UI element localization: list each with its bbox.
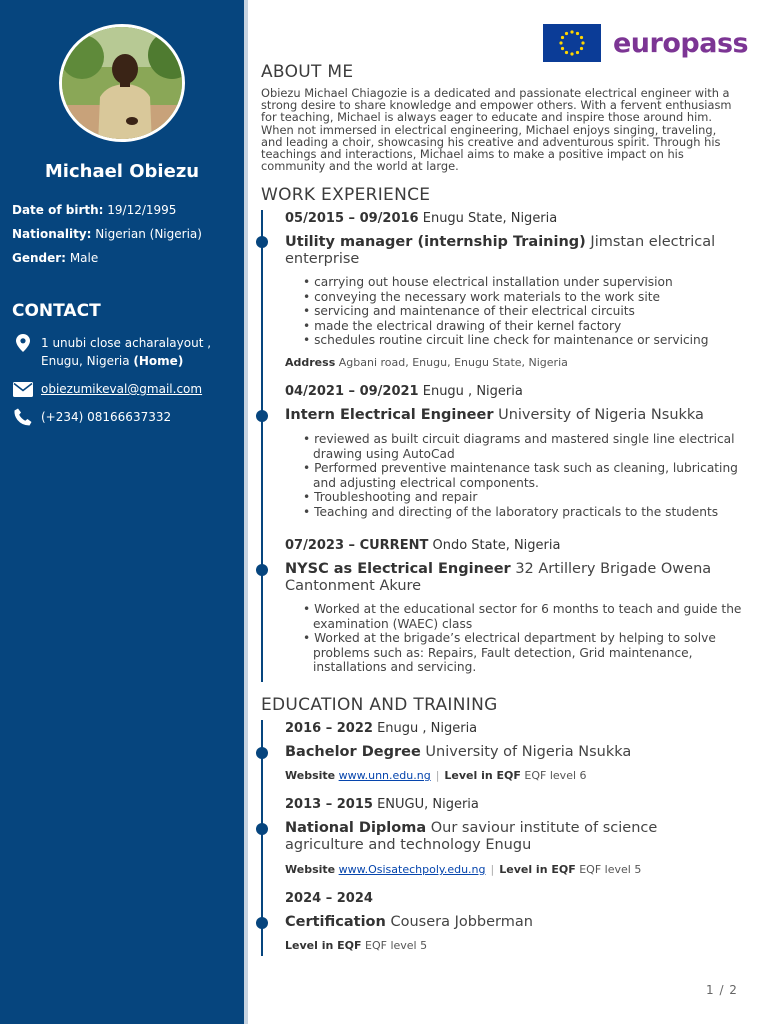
about-title: ABOUT ME [261,62,354,82]
contact-email [12,380,202,398]
website-link[interactable]: www.Osisatechpoly.edu.ng [338,863,486,876]
eu-flag-icon [543,24,601,62]
phone-icon [12,408,34,426]
email-link[interactable]: obiezumikeval@gmail.com [41,382,203,396]
location-pin-icon [12,334,34,352]
list-item: • reviewed as built circuit diagrams and mastered single line electrical drawing using AutoCad [303,432,743,461]
list-item: • schedules routine circuit line check for maintenance or servicing [303,333,743,348]
date-of-birth: Date of birth: 19/12/1995 [12,203,177,217]
edu-2-dates: 2013 – 2015 ENUGU, Nigeria [285,797,479,812]
list-item: • Troubleshooting and repair [303,490,743,505]
edu-3-dates: 2024 – 2024 [285,891,373,906]
job-1-duties [303,275,743,348]
profile-name: Michael Obiezu [44,161,200,182]
europass-wordmark: europass [613,27,749,59]
page-number: 1 / 2 [706,983,738,997]
list-item: • Worked at the brigade’s electrical department by helping to solve problems such as: Repairs, Fault detection, Grid maintenance, installations and servicing. [303,631,743,675]
timeline-dot [256,236,268,248]
europass-logo [543,24,748,62]
contact-phone [12,408,171,426]
gender: Gender: Male [12,251,99,265]
edu-1-dates: 2016 – 2022 Enugu , Nigeria [285,721,478,736]
job-1-role: Utility manager (internship Training) Jimstan electrical enterprise [285,234,716,267]
about-text: Obiezu Michael Chiagozie is a dedicated and passionate electrical engineer with a strong desire to share knowledge and empower others. With a fervent enthusiasm for teaching, Michael is always eager to educate and inspire those around him. When not immersed in electrical engineering, Michael enjoys singing, traveling, and leading a choir, showcasing his creative and adventurous spirit. Through his teachings and interactions, Michael aims to make a positive impact on his community and the world at large. [261,86,732,174]
list-item: • made the electrical drawing of their kernel factory [303,319,743,334]
edu-1-degree: Bachelor Degree University of Nigeria Nsukka [285,744,632,760]
nationality: Nationality: Nigerian (Nigeria) [12,227,202,241]
list-item: • Teaching and directing of the laboratory practicals to the students [303,505,743,520]
job-3-duties [303,602,743,675]
contact-title: CONTACT [12,301,101,321]
envelope-icon [12,380,34,398]
job-2-duties [303,432,743,520]
contact-address: 1 unubi close acharalayout , Enugu, Nigeria (Home) [12,334,211,370]
sidebar-edge [244,0,248,1024]
avatar [59,24,185,142]
list-item: • carrying out house electrical installation under supervision [303,275,743,290]
timeline-dot [256,410,268,422]
work-timeline [261,210,263,682]
job-2-role: Intern Electrical Engineer University of Nigeria Nsukka [285,407,704,423]
job-3-dates: 07/2023 – CURRENT Ondo State, Nigeria [285,538,561,553]
phone-number: (+234) 08166637332 [41,410,172,424]
edu-1-meta: Website www.unn.edu.ng | Level in EQF EQF level 6 [285,769,587,782]
timeline-dot [256,564,268,576]
edu-2-degree: National Diploma Our saviour institute of science agriculture and technology Enugu [285,820,658,853]
job-1-dates: 05/2015 – 09/2016 Enugu State, Nigeria [285,211,558,226]
timeline-dot [256,917,268,929]
list-item: • Performed preventive maintenance task such as cleaning, lubricating and adjusting electrical components. [303,461,743,490]
edu-3-meta: Level in EQF EQF level 5 [285,939,428,952]
website-link[interactable]: www.unn.edu.ng [338,769,431,782]
timeline-dot [256,747,268,759]
work-experience-title: WORK EXPERIENCE [261,185,431,205]
timeline-dot [256,823,268,835]
list-item: • servicing and maintenance of their electrical circuits [303,304,743,319]
edu-2-meta: Website www.Osisatechpoly.edu.ng | Level in EQF EQF level 5 [285,863,642,876]
job-1-address: Address Agbani road, Enugu, Enugu State, Nigeria [285,356,568,369]
job-2-dates: 04/2021 – 09/2021 Enugu , Nigeria [285,384,523,399]
list-item: • conveying the necessary work materials to the work site [303,290,743,305]
sidebar [0,0,244,1024]
job-3-role: NYSC as Electrical Engineer 32 Artillery Brigade Owena Cantonment Akure [285,561,712,594]
list-item: • Worked at the educational sector for 6 months to teach and guide the examination (WAEC) class [303,602,743,631]
edu-3-degree: Certification Cousera Jobberman [285,914,533,930]
education-title: EDUCATION AND TRAINING [261,695,498,715]
